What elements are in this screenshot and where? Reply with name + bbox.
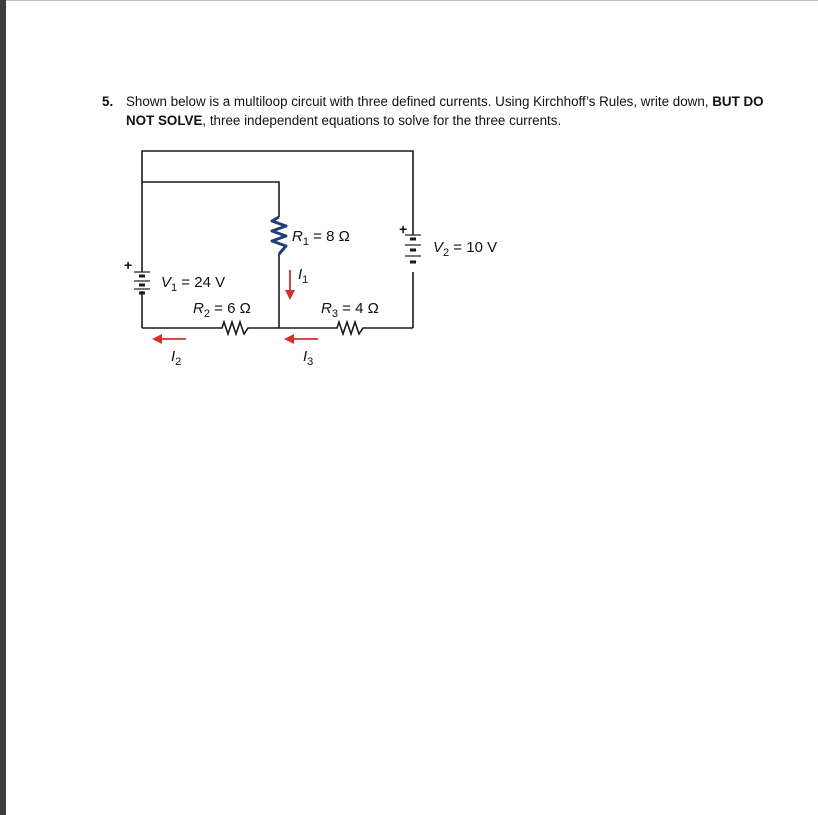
battery-v1-symbol-text: V xyxy=(161,274,172,291)
battery-v1-subscript: 1 xyxy=(171,282,178,294)
resistor-r1-subscript: 1 xyxy=(302,236,309,248)
battery-v2-symbol-text: V xyxy=(433,239,444,256)
current-i1-symbol-text: I xyxy=(298,266,303,283)
battery-v2-plus-sign: + xyxy=(399,221,408,237)
battery-v1-plus-sign: + xyxy=(124,257,133,273)
current-i1-arrow xyxy=(285,270,295,300)
resistor-r2-label xyxy=(193,300,251,320)
question-text-part-1: Shown below is a multiloop circuit with three defined currents. Using Kirchhoff’s Rules, write down, xyxy=(126,94,713,109)
current-i3-arrow xyxy=(284,334,318,344)
battery-v2-value: = 10 V xyxy=(449,239,498,256)
resistor-r3-symbol-text: R xyxy=(321,300,332,317)
current-i2-arrow xyxy=(152,334,186,344)
resistor-r2-value: = 6 Ω xyxy=(209,300,251,317)
question-emphasis: BUT DO NOT SOLVE xyxy=(126,94,764,128)
resistor-r2-subscript: 2 xyxy=(203,308,210,320)
resistor-r3-label xyxy=(321,300,379,320)
bottom-wire xyxy=(142,322,413,334)
current-i1-label xyxy=(298,266,308,286)
current-i3-symbol-text: I xyxy=(303,348,308,365)
current-i3-label xyxy=(303,348,313,368)
current-i1-subscript: 1 xyxy=(302,274,309,286)
resistor-r2-symbol-text: R xyxy=(193,300,204,317)
current-i2-subscript: 2 xyxy=(175,356,182,368)
resistor-r3-value: = 4 Ω xyxy=(337,300,379,317)
resistor-r3-subscript: 3 xyxy=(331,308,338,320)
resistor-r1-label xyxy=(292,228,350,248)
battery-v1-label xyxy=(161,274,225,294)
resistor-r1-symbol xyxy=(272,217,286,254)
battery-v1-value: = 24 V xyxy=(177,274,226,291)
battery-v2-subscript: 2 xyxy=(443,247,450,259)
inner-top-wire xyxy=(142,182,279,217)
current-i2-symbol-text: I xyxy=(171,348,176,365)
battery-v1-symbol xyxy=(134,272,150,293)
battery-v2-symbol xyxy=(405,235,421,262)
resistor-r1-symbol-text: R xyxy=(292,228,303,245)
current-i2-label xyxy=(171,348,181,368)
current-i3-subscript: 3 xyxy=(307,356,314,368)
question-number: 5. xyxy=(102,94,114,109)
resistor-r1-value: = 8 Ω xyxy=(308,228,350,245)
battery-v2-label xyxy=(433,239,497,259)
question-text-part-2: , three independent equations to solve for the three currents. xyxy=(202,113,562,128)
